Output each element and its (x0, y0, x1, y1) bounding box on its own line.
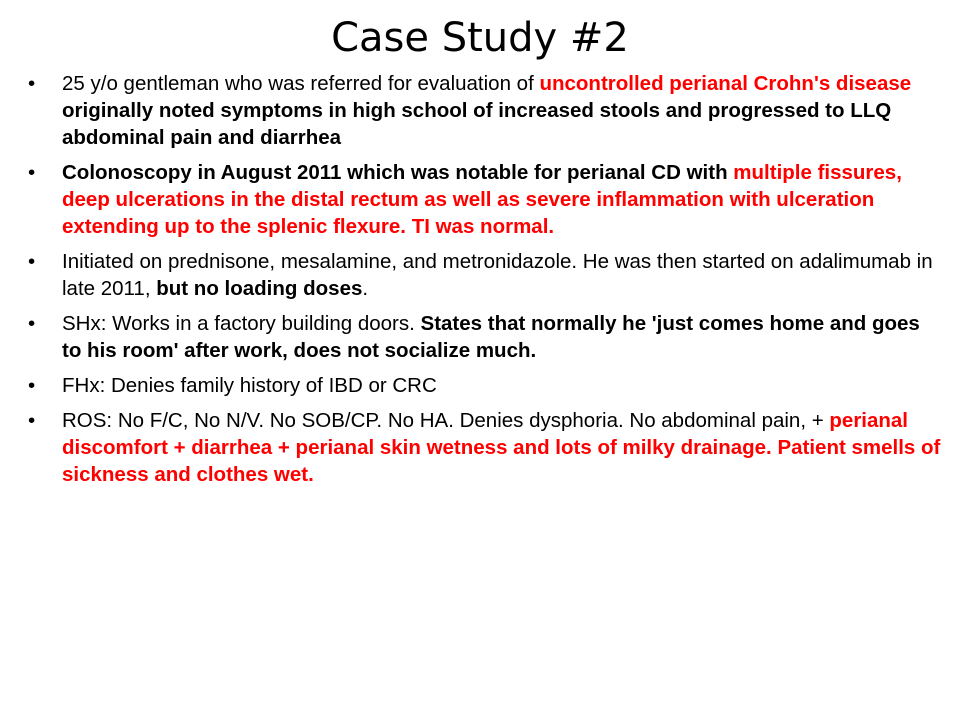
bullet-item (28, 372, 943, 399)
bullet-text-segment: 25 y/o gentleman who was referred for evaluation of (62, 72, 540, 95)
bullet-text-segment: FHx: Denies family history of IBD or CRC (62, 374, 437, 397)
bullet-item (28, 248, 943, 302)
bullet-dot: • (28, 250, 36, 273)
bullet-dot: • (28, 374, 36, 397)
bullet-item (28, 70, 943, 151)
bullet-text-segment: SHx: Works in a factory building doors. (62, 312, 421, 335)
bullet-text-segment: Colonoscopy in August 2011 which was notable for perianal CD with (62, 161, 734, 184)
bullet-text-segment: uncontrolled perianal Crohn's disease (539, 72, 912, 95)
bullet-text-segment: . (362, 277, 369, 300)
bullet-item (28, 407, 943, 488)
bullet-item (28, 310, 943, 364)
bullet-dot: • (28, 161, 36, 184)
bullet-dot: • (28, 72, 36, 95)
bullet-text-segment: originally noted symptoms in high school of increased stools and progressed to LLQ abdominal pain and diarrhea (62, 99, 892, 149)
bullet-text-segment: but no loading doses (156, 277, 363, 300)
bullet-list (28, 70, 943, 496)
bullet-text-segment: perianal discomfort + diarrhea + perianal skin wetness and lots of milky drainage. Patient smells of sickness and clothes wet. (62, 409, 941, 486)
bullet-dot: • (28, 312, 36, 335)
bullet-item (28, 159, 943, 240)
slide-title: Case Study #2 (331, 15, 629, 61)
bullet-text-segment: multiple fissures, deep ulcerations in the distal rectum as well as severe inflammation with ulceration extending up to the splenic flexure. TI was normal. (62, 161, 902, 238)
bullet-text-segment: States that normally he 'just comes home and goes to his room' after work, does not socialize much. (62, 312, 920, 362)
bullet-text-segment: ROS: No F/C, No N/V. No SOB/CP. No HA. Denies dysphoria. No abdominal pain, + (62, 409, 830, 432)
bullet-text-segment: Initiated on prednisone, mesalamine, and metronidazole. He was then started on adalimumab in late 2011, (62, 250, 933, 300)
bullet-dot: • (28, 409, 36, 432)
